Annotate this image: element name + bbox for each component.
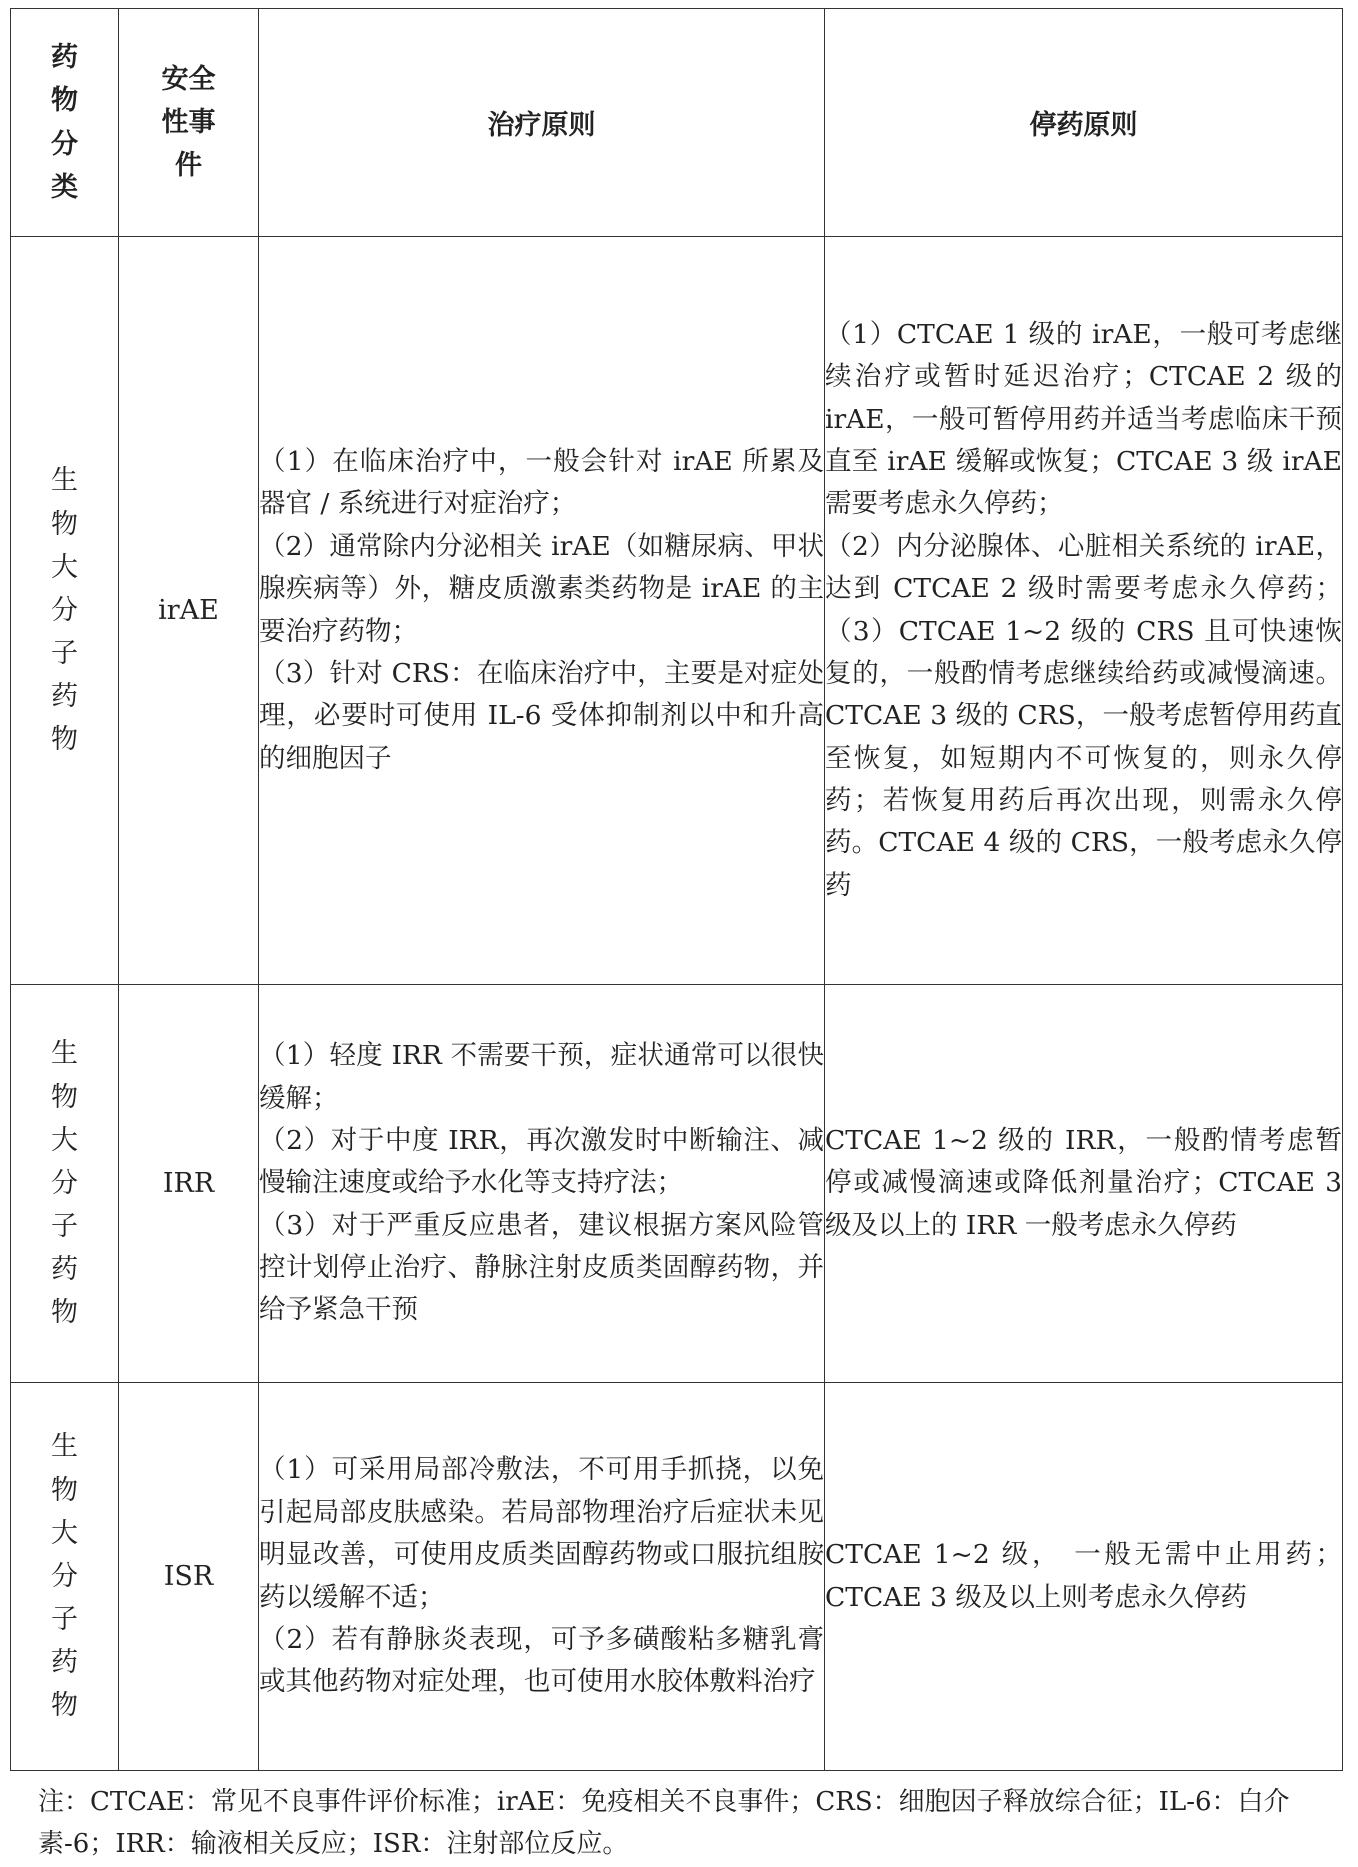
table-row-isr — [11, 1383, 1343, 1771]
header-treatment: 治疗原则 — [259, 9, 825, 237]
cell-event: IRR — [119, 985, 259, 1383]
drug-class-char: 物 — [51, 1474, 78, 1506]
treatment-item: （3）对于严重反应患者，建议根据方案风险管控计划停止治疗、静脉注射皮质类固醇药物，并给予紧急干预 — [259, 1209, 824, 1326]
cell-drug-class — [11, 237, 119, 985]
cell-drug-class — [11, 1383, 119, 1771]
treatment-item: （1）在临床治疗中，一般会针对 irAE 所累及器官 / 系统进行对症治疗； — [259, 445, 824, 520]
drug-class-char: 大 — [51, 1124, 78, 1156]
drug-class-char: 物 — [51, 508, 78, 540]
drug-class-char: 物 — [51, 1690, 78, 1722]
treatment-item: （3）针对 CRS：在临床治疗中，主要是对症处理，必要时可使用 IL-6 受体抑制剂以中和升高的细胞因子 — [259, 657, 824, 774]
cell-treatment — [259, 1383, 825, 1771]
drug-class-char: 物 — [51, 724, 78, 756]
header-drug-class-char: 分 — [51, 128, 78, 160]
drug-class-char: 生 — [51, 1431, 78, 1463]
header-event-line: 性事 — [161, 106, 216, 138]
cell-event: irAE — [119, 237, 259, 985]
drug-class-char: 物 — [51, 1297, 78, 1329]
header-drug-class — [11, 9, 119, 237]
table-header-row — [11, 9, 1343, 237]
treatment-item: （1）可采用局部冷敷法，不可用手抓挠，以免引起局部皮肤感染。若局部物理治疗后症状未见明显改善，可使用皮质类固醇药物或口服抗组胺药以缓解不适； — [259, 1454, 824, 1613]
drug-class-char: 生 — [51, 1038, 78, 1070]
header-event-line: 件 — [175, 150, 202, 182]
table-row-irr — [11, 985, 1343, 1383]
header-drug-class-char: 类 — [51, 171, 78, 203]
cell-discontinuation — [825, 237, 1343, 985]
header-event-line: 安全 — [161, 63, 216, 95]
treatment-item: （1）轻度 IRR 不需要干预，症状通常可以很快缓解； — [259, 1040, 824, 1114]
drug-class-char: 生 — [51, 465, 78, 497]
header-discontinuation: 停药原则 — [825, 9, 1343, 237]
discontinuation-item: CTCAE 1~2 级的 IRR，一般酌情考虑暂停或减慢滴速或降低剂量治疗；CTCAE 3 级及以上的 IRR 一般考虑永久停药 — [825, 1124, 1342, 1241]
drug-class-char: 子 — [51, 1604, 78, 1636]
cell-discontinuation — [825, 1383, 1343, 1771]
drug-class-char: 分 — [51, 1167, 78, 1199]
treatment-item: （2）通常除内分泌相关 irAE（如糖尿病、甲状腺疾病等）外，糖皮质激素类药物是 irAE 的主要治疗药物； — [259, 530, 824, 647]
cell-treatment — [259, 985, 825, 1383]
drug-class-char: 大 — [51, 551, 78, 583]
discontinuation-item: （2）内分泌腺体、心脏相关系统的 irAE，达到 CTCAE 2 级时需要考虑永久停药；（3）CTCAE 1~2 级的 CRS 且可快速恢复的，一般酌情考虑继续给药或减慢滴速。CTCAE 3 级的 CRS，一般考虑暂停用药直至恢复，如短期内不可恢复的，则永久停药；若恢复用药后再次出现，则需永久停药。CTCAE 4 级的 CRS，一般考虑永久停药 — [825, 530, 1342, 901]
header-drug-class-char: 物 — [51, 85, 78, 117]
drug-class-char: 子 — [51, 638, 78, 670]
header-drug-class-char: 药 — [51, 42, 78, 74]
discontinuation-item: CTCAE 1~2 级， 一般无需中止用药；CTCAE 3 级及以上则考虑永久停药 — [825, 1539, 1342, 1613]
cell-event: ISR — [119, 1383, 259, 1771]
footnote-text: 注：CTCAE：常见不良事件评价标准；irAE：免疫相关不良事件；CRS：细胞因子释放综合征；IL-6：白介素-6；IRR：输液相关反应；ISR：注射部位反应。 — [38, 1787, 1290, 1859]
table-row-irae — [11, 237, 1343, 985]
drug-class-char: 药 — [51, 1254, 78, 1286]
header-event — [119, 9, 259, 237]
treatment-item: （2）若有静脉炎表现，可予多磺酸粘多糖乳膏或其他药物对症处理，也可使用水胶体敷料治疗 — [259, 1623, 824, 1698]
drug-class-char: 子 — [51, 1211, 78, 1243]
cell-treatment — [259, 237, 825, 985]
drug-class-char: 分 — [51, 594, 78, 626]
safety-events-table — [10, 8, 1343, 1771]
drug-class-char: 大 — [51, 1517, 78, 1549]
drug-class-char: 物 — [51, 1081, 78, 1113]
cell-drug-class — [11, 985, 119, 1383]
drug-class-char: 药 — [51, 681, 78, 713]
treatment-item: （2）对于中度 IRR，再次激发时中断输注、减慢输注速度或给予水化等支持疗法； — [259, 1124, 824, 1199]
drug-class-char: 分 — [51, 1560, 78, 1592]
discontinuation-item: （1）CTCAE 1 级的 irAE，一般可考虑继续治疗或暂时延迟治疗；CTCAE 2 级的 irAE，一般可暂停用药并适当考虑临床干预直至 irAE 缓解或恢复；CTCAE 3 级 irAE 需要考虑永久停药； — [825, 318, 1342, 520]
drug-class-char: 药 — [51, 1647, 78, 1679]
cell-discontinuation — [825, 985, 1343, 1383]
table-footnote — [38, 1782, 1338, 1865]
